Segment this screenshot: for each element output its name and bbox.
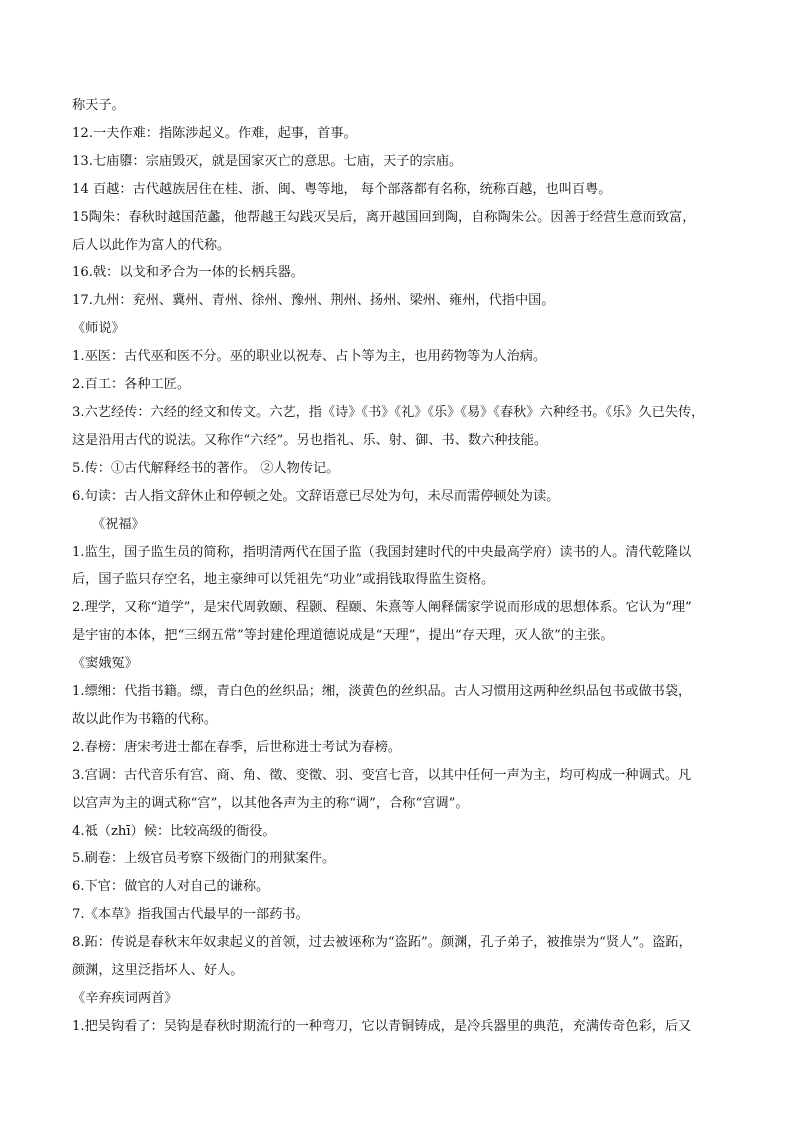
text-line: 3.六艺经传：六经的经文和传文。六艺，指《诗》《书》《礼》《乐》《易》《春秋》六种经书。《乐》久已失传， <box>72 404 705 420</box>
text-line: 6.下官：做官的人对自己的谦称。 <box>72 879 270 895</box>
text-line: 后人以此作为富人的代称。 <box>72 237 231 253</box>
text-line: 17.九州：兖州、冀州、青州、徐州、豫州、荆州、扬州、梁州、雍州，代指中国。 <box>72 293 555 309</box>
text-line: 14 百越：古代越族居住在桂、浙、闽、粤等地， 每个部落都有名称，统称百越，也叫百粤。 <box>72 181 612 197</box>
text-line: 2.理学，又称“道学”，是宋代周敦颐、程颢、程颐、朱熹等人阐释儒家学说而形成的思想体系。它认为“理” <box>72 600 692 616</box>
text-line: 4.祗（zhī）候：比较高级的衙役。 <box>72 823 276 839</box>
text-line: 12.一夫作难：指陈涉起义。作难，起事，首事。 <box>72 125 357 141</box>
text-line: 7.《本草》指我国古代最早的一部药书。 <box>72 907 309 923</box>
text-line: 是宇宙的本体，把“三纲五常”等封建伦理道德说成是“天理”，提出“存天理，灭人欲”的主张。 <box>72 628 614 644</box>
text-line: 1.监生，国子监生员的简称，指明清两代在国子监（我国封建时代的中央最高学府）读书的人。清代乾隆以 <box>72 544 692 560</box>
text-line: 后，国子监只存空名，地主豪绅可以凭祖先“功业”或捐钱取得监生资格。 <box>72 572 495 588</box>
text-line: 6.句读：古人指文辞休止和停顿之处。文辞语意已尽处为句，未尽而需停顿处为读。 <box>72 488 560 504</box>
text-line: 2.春榜：唐宋考进士都在春季，后世称进士考试为春榜。 <box>72 739 402 755</box>
section-heading: 《祝福》 <box>92 516 145 532</box>
text-line: 1.把吴钩看了：吴钩是春秋时期流行的一种弯刀，它以青铜铸成，是冷兵器里的典范，充满传奇色彩，后又 <box>72 1018 692 1034</box>
text-line: 16.戟：以戈和矛合为一体的长柄兵器。 <box>72 265 304 281</box>
text-line: 13.七庙隳：宗庙毁灭，就是国家灭亡的意思。七庙，天子的宗庙。 <box>72 153 463 169</box>
section-heading: 《师说》 <box>72 321 125 337</box>
text-line: 故以此作为书籍的代称。 <box>72 711 218 727</box>
text-line: 15陶朱：春秋时越国范蠡，他帮越王勾践灭吴后，离开越国回到陶，自称陶朱公。因善于经营生意而致富， <box>72 209 696 225</box>
text-line: 以宫声为主的调式称“宫”，以其他各声为主的称“调”，合称“宫调”。 <box>72 795 469 811</box>
text-line: 称天子。 <box>72 98 125 113</box>
text-line: 2.百工：各种工匠。 <box>72 377 191 393</box>
section-heading: 《窦娥冤》 <box>72 656 138 672</box>
text-line: 5.刷卷：上级官员考察下级衙门的刑狱案件。 <box>72 851 336 867</box>
text-line: 颜渊，这里泛指坏人、好人。 <box>72 963 244 979</box>
text-line: 3.宫调：古代音乐有宫、商、角、徵、变徵、羽、变宫七音，以其中任何一声为主，均可构成一种调式。凡 <box>72 767 692 783</box>
section-heading: 《辛弃疾词两首》 <box>72 991 178 1006</box>
text-line: 1.缥缃：代指书籍。缥，青白色的丝织品；缃，淡黄色的丝织品。古人习惯用这两种丝织品包书或做书袋， <box>72 684 692 700</box>
text-line: 5.传：①古代解释经书的著作。 ②人物传记。 <box>72 460 340 476</box>
document-page <box>72 92 724 1041</box>
text-line: 1.巫医：古代巫和医不分。巫的职业以祝寿、占卜等为主，也用药物等为人治病。 <box>72 349 547 365</box>
text-line: 这是沿用古代的说法。又称作“六经”。另也指礼、乐、射、御、书、数六种技能。 <box>72 432 548 448</box>
text-line: 8.跖：传说是春秋末年奴隶起义的首领，过去被诬称为“盗跖”。颜渊，孔子弟子，被推崇为“贤人”。盗跖， <box>72 935 692 951</box>
